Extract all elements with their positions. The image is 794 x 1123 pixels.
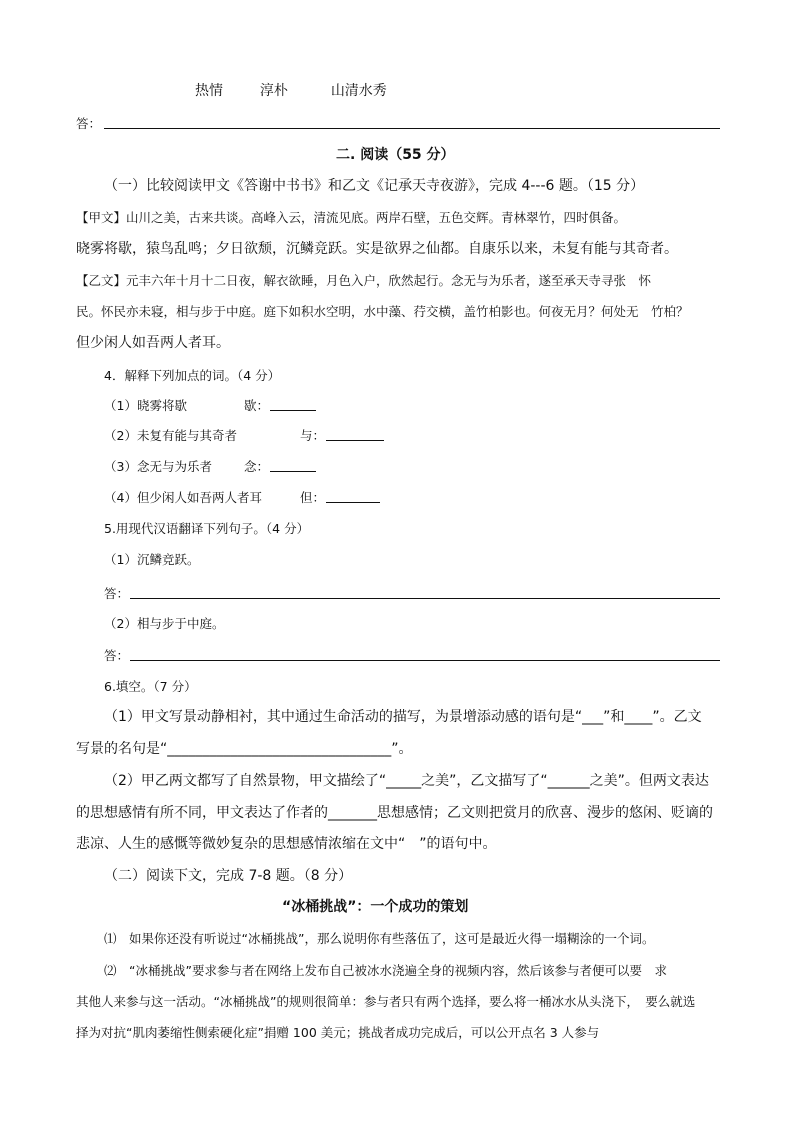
article-paragraph: ⑴ 如果你还没有听说过“冰桶挑战”，那么说明你有些落伍了，这可是最近火得一塌糊涂的一个词。 <box>104 931 655 946</box>
word-item: 山清水秀 <box>330 83 387 99</box>
q4-item-word: 歇： <box>244 398 270 413</box>
part1-intro: （一）比较阅读甲文《答谢中书书》和乙文《记承天寺夜游》，完成 4---6 题。（15 分） <box>104 178 645 194</box>
q4-item-sentence: （1）晓雾将歇 <box>104 398 187 413</box>
q5-title: 5.用现代汉语翻译下列句子。（4 分） <box>104 521 310 536</box>
jia-text-line: 晓雾将歇，猿鸟乱鸣；夕日欲颓，沉鳞竞跃。实是欲界之仙都。自康乐以来，未复有能与其奇者。 <box>76 241 678 257</box>
q6-text-line: （2）甲乙两文都写了自然景物，甲文描绘了“_____之美”，乙文描写了“______之美”。但两文表达 <box>104 773 709 789</box>
q5-sentence: （2）相与步于中庭。 <box>104 616 225 631</box>
answer-label: 答： <box>104 586 130 601</box>
q6-text-line: （1）甲文写景动静相衬，其中通过生命活动的描写，为景增添动感的语句是“___”和____”。乙文 <box>104 709 702 725</box>
q5-sentence: （1）沉鳞竞跃。 <box>104 552 200 567</box>
jia-text-line: 【甲文】山川之美，古来共谈。高峰入云，清流见底。两岸石壁，五色交辉。青林翠竹，四时俱备。 <box>76 210 627 225</box>
answer-label: 答： <box>76 116 102 131</box>
article-paragraph: 其他人来参与这一活动。“冰桶挑战”的规则很简单：参与者只有两个选择，要么将一桶冰水从头浇下， 要么就选 <box>76 994 696 1009</box>
q4-answer-blank[interactable] <box>326 502 380 503</box>
section-title: 二. 阅读（55 分） <box>336 147 455 163</box>
yi-text-line: 但少闲人如吾两人者耳。 <box>76 335 230 351</box>
q4-item-sentence: （3）念无与为乐者 <box>104 459 212 474</box>
q6-text-line: 悲凉、人生的感慨等微妙复杂的思想感情浓缩在文中“ ”的语句中。 <box>76 836 497 852</box>
yi-text-line: 【乙文】元丰六年十月十二日夜，解衣欲睡，月色入户，欣然起行。念无与为乐者，遂至承天寺寻张 怀 <box>76 273 652 288</box>
article-title: “冰桶挑战”：一个成功的策划 <box>282 899 469 915</box>
q4-item-word: 但： <box>300 490 326 505</box>
part2-intro: （二）阅读下文，完成 7-8 题。（8 分） <box>104 868 353 884</box>
yi-text-line: 民。怀民亦未寝，相与步于中庭。庭下如积水空明，水中藻、荇交横，盖竹柏影也。何夜无月？何处无 竹柏？ <box>76 304 689 319</box>
word-list <box>195 81 387 101</box>
q4-item-word: 念： <box>244 459 270 474</box>
q6-text-line: 写景的名句是“________________________________”。 <box>76 741 413 757</box>
answer-label: 答： <box>104 648 130 663</box>
answer-line[interactable] <box>104 128 720 129</box>
q4-answer-blank[interactable] <box>326 440 384 441</box>
answer-line[interactable] <box>130 660 720 661</box>
q4-answer-blank[interactable] <box>270 410 316 411</box>
article-paragraph: 择为对抗“肌肉萎缩性侧索硬化症”捐赠 100 美元；挑战者成功完成后，可以公开点名 3 人参与 <box>76 1025 600 1040</box>
q4-item-sentence: （4）但少闲人如吾两人者耳 <box>104 490 262 505</box>
q6-title: 6.填空。（7 分） <box>104 679 197 694</box>
word-item: 淳朴 <box>259 83 288 99</box>
q6-text-line: 的思想感情有所不同，甲文表达了作者的_______思想感情；乙文则把赏月的欣喜、漫步的悠闲、贬谪的 <box>76 805 713 821</box>
q4-answer-blank[interactable] <box>270 471 316 472</box>
q4-title: 4．解释下列加点的词。（4 分） <box>104 368 281 383</box>
q4-item-sentence: （2）未复有能与其奇者 <box>104 428 237 443</box>
word-item: 热情 <box>195 83 223 99</box>
answer-line[interactable] <box>130 598 720 599</box>
article-paragraph: ⑵ “冰桶挑战”要求参与者在网络上发布自己被冰水浇遍全身的视频内容，然后该参与者便可以要 求 <box>104 963 667 978</box>
q4-item-word: 与： <box>300 428 326 443</box>
